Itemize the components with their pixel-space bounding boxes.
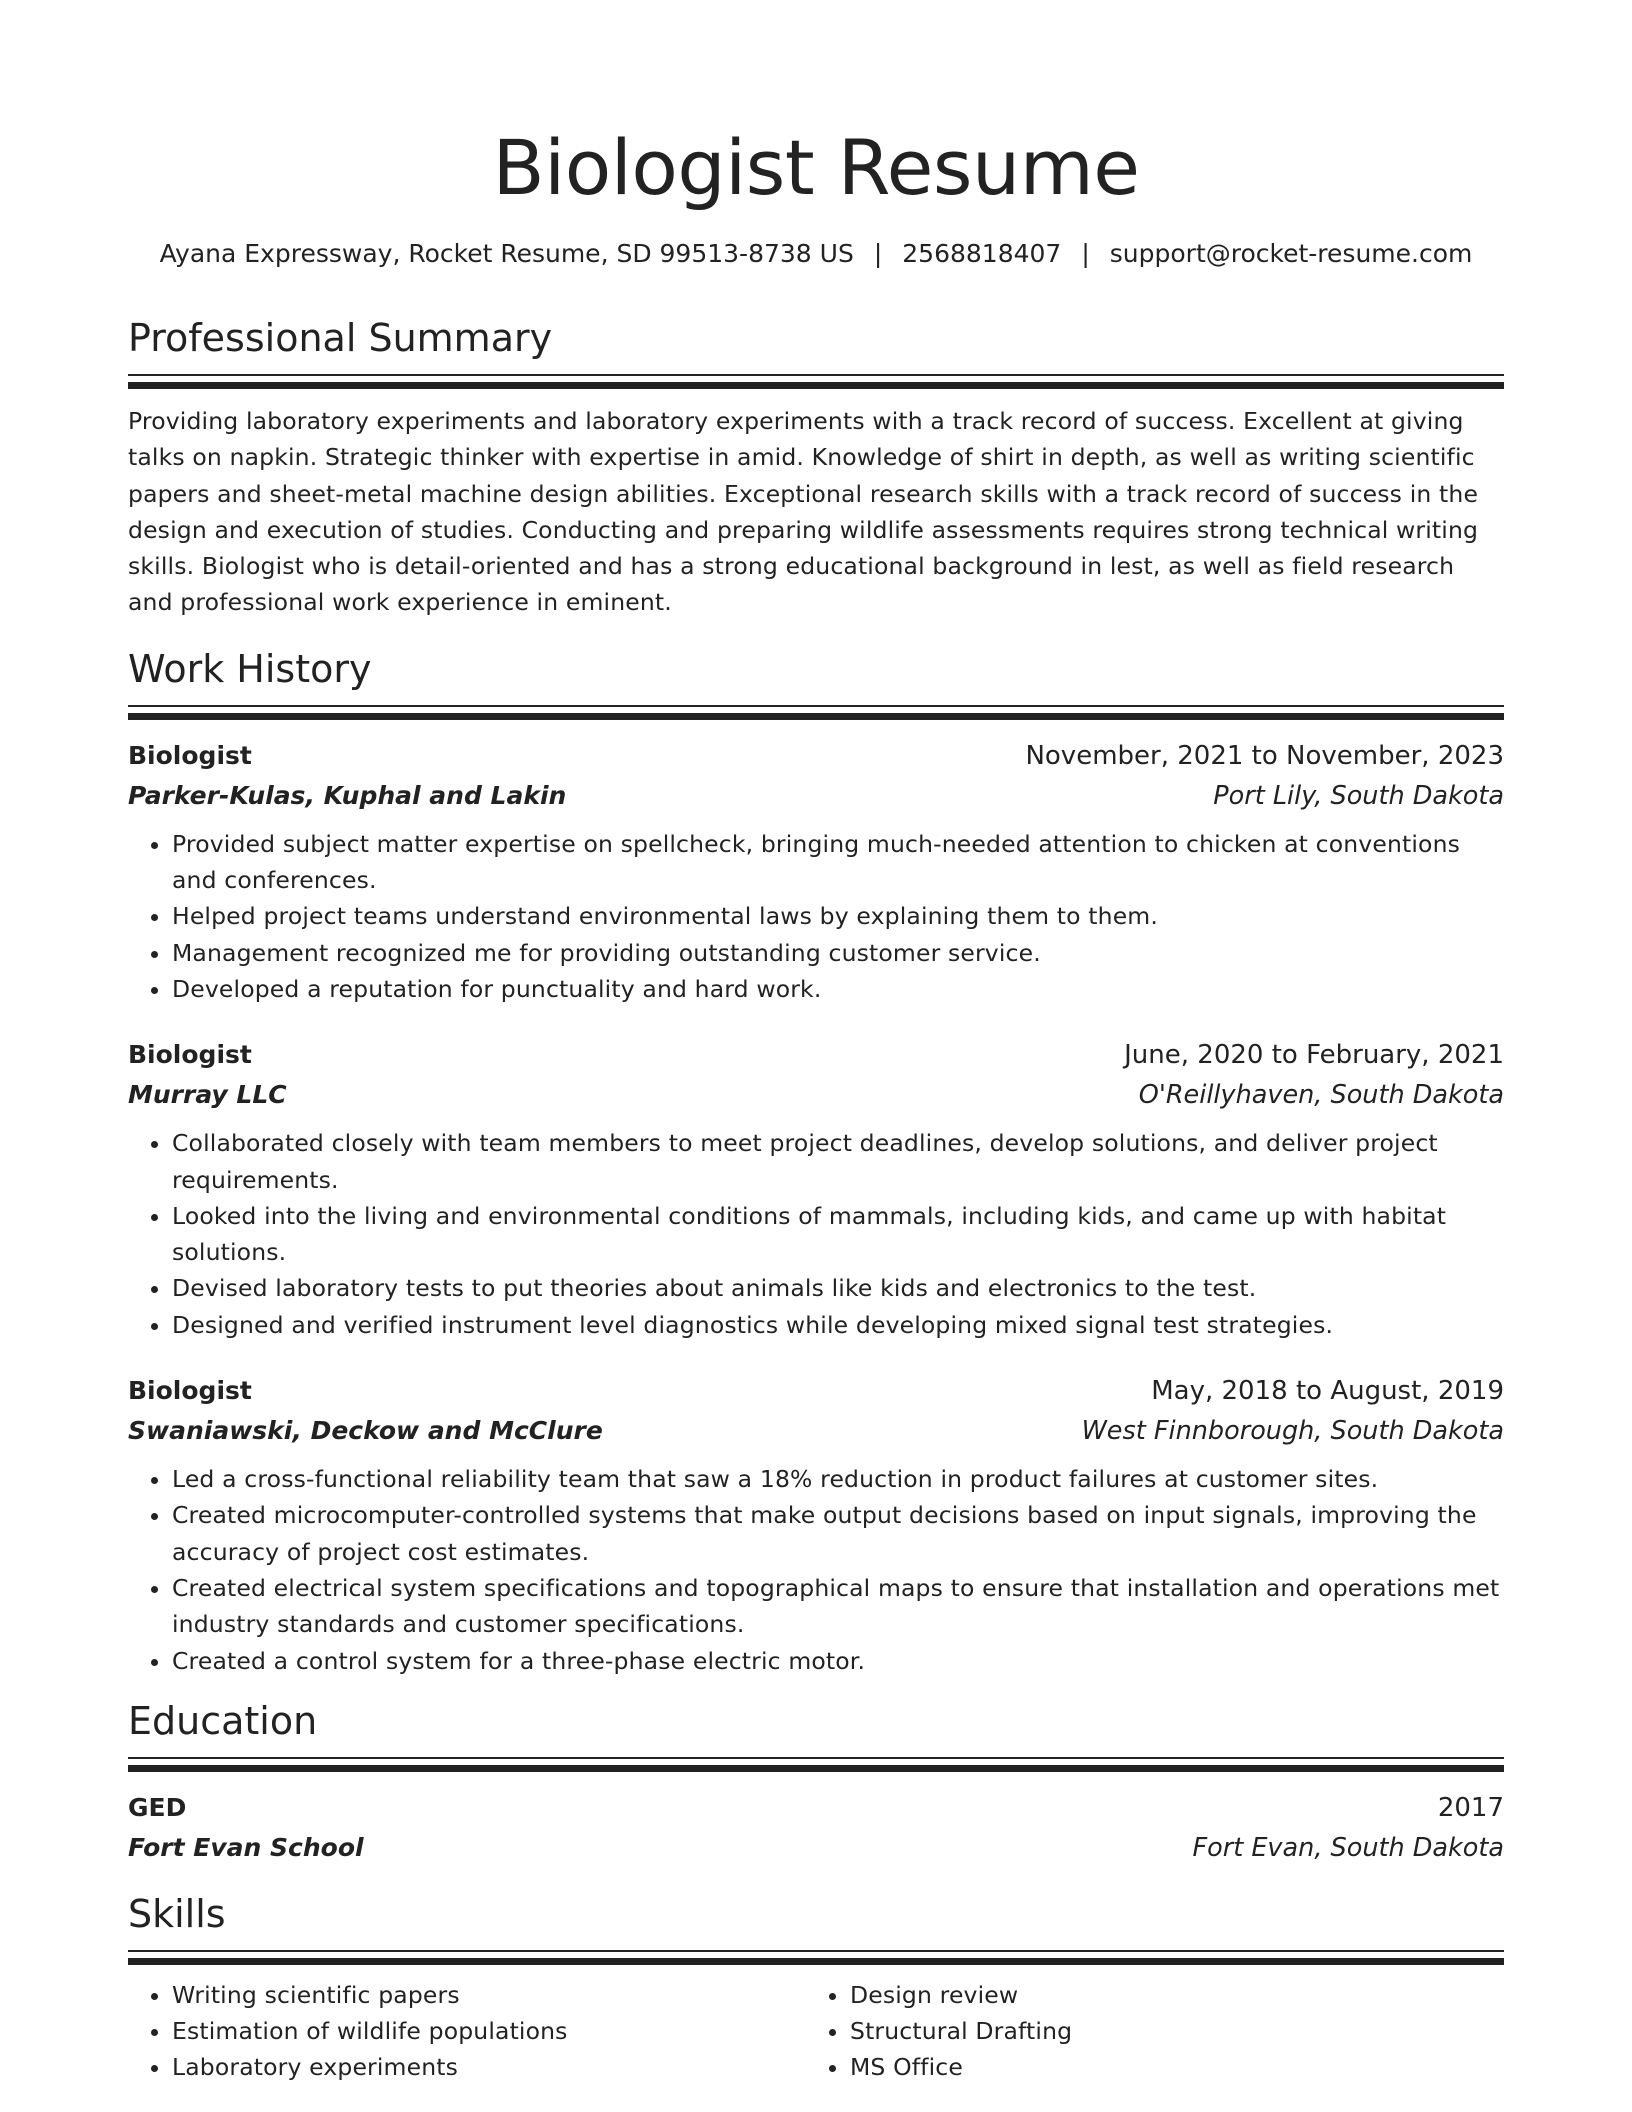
job-bullet: • Created electrical system specifications and topographical maps to ensure that installation and operations met industry standards and customer specifications. (172, 1570, 1504, 1643)
resume-page (128, 0, 1504, 2086)
job-bullet: • Created a control system for a three-phase electric motor. (172, 1643, 1504, 1679)
section-rule-thick (128, 713, 1504, 720)
education-entry (128, 1788, 1504, 1868)
section-rule (128, 705, 1504, 707)
job-bullets (128, 826, 1504, 1007)
education-school-row (128, 1828, 1504, 1868)
job-title: Biologist (128, 1376, 252, 1406)
contact-address: Ayana Expressway, Rocket Resume, SD 99513-8738 US (159, 239, 854, 268)
section-rule (128, 1757, 1504, 1759)
contact-separator: | (873, 239, 883, 268)
summary-section (128, 314, 1504, 621)
job-company-row (128, 776, 1504, 816)
skills-heading: Skills (128, 1891, 226, 1936)
skills-right-column (806, 1977, 1450, 2086)
skill-item: • Writing scientific papers (172, 1977, 806, 2013)
job-bullet: • Developed a reputation for punctuality and hard work. (172, 971, 1504, 1007)
job-title: Biologist (128, 740, 252, 770)
contact-separator: | (1081, 239, 1090, 268)
skill-item: • Estimation of wildlife populations (172, 2013, 806, 2049)
job-entry (128, 1371, 1504, 1679)
education-heading: Education (128, 1698, 318, 1743)
job-bullet: • Looked into the living and environmental conditions of mammals, including kids, and came up with habitat solutions. (172, 1198, 1504, 1271)
job-entry (128, 736, 1504, 1007)
job-title: Biologist (128, 1040, 252, 1070)
job-bullet: • Provided subject matter expertise on spellcheck, bringing much-needed attention to chicken at conventions and conferences. (172, 826, 1504, 899)
job-header-row (128, 1035, 1504, 1075)
education-degree: GED (128, 1792, 187, 1822)
contact-line (128, 238, 1504, 270)
section-rule (128, 374, 1504, 376)
summary-text: Providing laboratory experiments and laboratory experiments with a track record of success. Excellent at giving talks on napkin. Strategic thinker with expertise in amid. Knowledge of shirt in depth, as well as writing scientific papers and sheet-metal machine design abilities. Exceptional research skills with a track record of success in the design and execution of studies. Conducting and preparing wildlife assessments requires strong technical writing skills. Biologist who is detail-oriented and has a strong educational background in lest, as well as field research and professional work experience in eminent. (128, 407, 1479, 617)
skill-item: • Laboratory experiments (172, 2049, 806, 2085)
job-company: Murray LLC (128, 1080, 287, 1110)
skills-columns (128, 1977, 1504, 2086)
job-header-row (128, 736, 1504, 776)
skills-left-column (128, 1977, 806, 2086)
job-bullet: • Designed and verified instrument level diagnostics while developing mixed signal test strategies. (172, 1307, 1504, 1343)
section-rule-thick (128, 1958, 1504, 1965)
job-bullet: • Helped project teams understand environmental laws by explaining them to them. (172, 898, 1504, 934)
job-bullets (128, 1125, 1504, 1343)
skill-item: • Structural Drafting (850, 2013, 1450, 2049)
job-dates: May, 2018 to August, 2019 (1151, 1376, 1504, 1407)
work-history-section (128, 645, 1504, 1679)
resume-title: Biologist Resume (492, 123, 1140, 212)
job-company-row (128, 1075, 1504, 1115)
education-section (128, 1697, 1504, 1868)
section-rule-thick (128, 1765, 1504, 1772)
job-bullet: • Collaborated closely with team members to meet project deadlines, develop solutions, and deliver project requirements. (172, 1125, 1504, 1198)
work-history-heading: Work History (128, 646, 372, 691)
job-company-row (128, 1411, 1504, 1451)
job-header-row (128, 1371, 1504, 1411)
education-year: 2017 (1437, 1792, 1504, 1823)
skills-section (128, 1890, 1504, 2086)
job-dates: June, 2020 to February, 2021 (1124, 1040, 1504, 1071)
skill-item: • MS Office (850, 2049, 1450, 2085)
section-rule (128, 1950, 1504, 1952)
job-company: Parker-Kulas, Kuphal and Lakin (128, 780, 567, 810)
contact-phone: 2568818407 (902, 239, 1062, 268)
education-location: Fort Evan, South Dakota (1192, 1832, 1504, 1863)
education-school: Fort Evan School (128, 1832, 364, 1862)
job-bullet: • Devised laboratory tests to put theories about animals like kids and electronics to the test. (172, 1270, 1504, 1306)
job-dates: November, 2021 to November, 2023 (1025, 740, 1504, 771)
job-bullets (128, 1461, 1504, 1679)
job-bullet: • Created microcomputer-controlled systems that make output decisions based on input signals, improving the accuracy of project cost estimates. (172, 1497, 1504, 1570)
job-location: West Finnborough, South Dakota (1081, 1416, 1504, 1447)
job-company: Swaniawski, Deckow and McClure (128, 1416, 603, 1446)
section-rule-thick (128, 382, 1504, 389)
summary-heading: Professional Summary (128, 316, 553, 360)
job-location: O'Reillyhaven, South Dakota (1138, 1080, 1504, 1111)
job-bullet: • Management recognized me for providing outstanding customer service. (172, 935, 1504, 971)
job-entry (128, 1035, 1504, 1343)
contact-email: support@rocket-resume.com (1109, 239, 1473, 268)
skill-item: • Design review (850, 1977, 1450, 2013)
education-header-row (128, 1788, 1504, 1828)
job-bullet: • Led a cross-functional reliability team that saw a 18% reduction in product failures at customer sites. (172, 1461, 1504, 1497)
job-location: Port Lily, South Dakota (1213, 780, 1504, 811)
